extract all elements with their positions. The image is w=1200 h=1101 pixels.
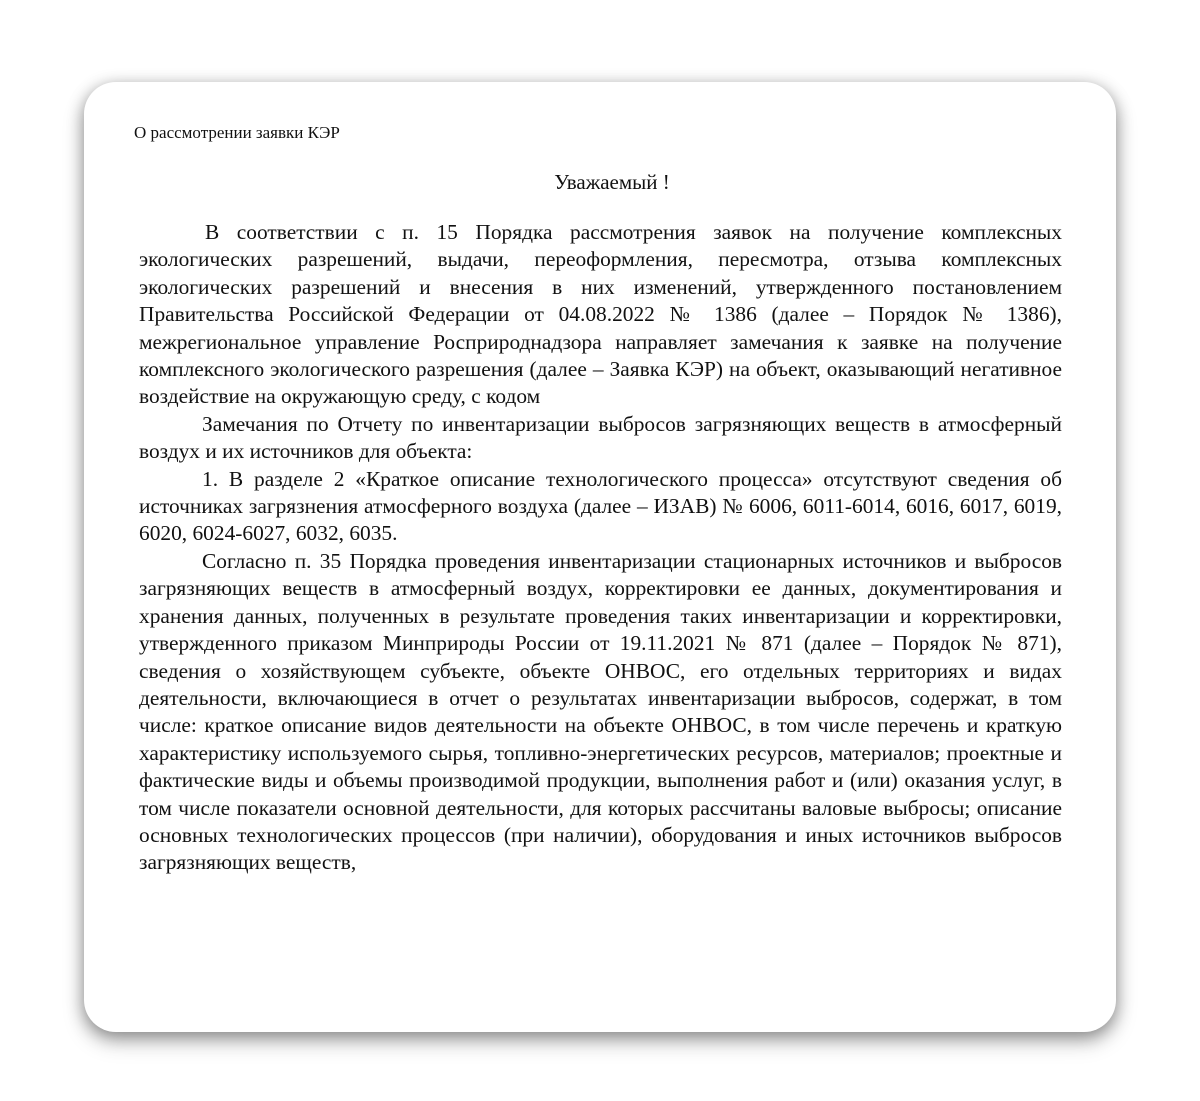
subject-line: О рассмотрении заявки КЭР	[134, 123, 340, 142]
document-page	[84, 82, 1116, 1032]
paragraph-remarks-heading: Замечания по Отчету по инвентаризации выбросов загрязняющих веществ в атмосферный воздух и их источников для объекта:	[139, 411, 1062, 464]
paragraph-intro: В соответствии с п. 15 Порядка рассмотрения заявок на получение комплексных экологических разрешений, выдачи, переоформления, пересмотра, отзыва комплексных экологических разрешений и внесения в них изменений, утвержденного постановлением Правительства Российской Федерации от 04.08.2022 № 1386 (далее – Порядок № 1386), межрегиональное управление Росприроднадзора направляет замечания к заявке на получение комплексного экологического разрешения (далее – Заявка КЭР) на объект, оказывающий негативное воздействие на окружающую среду, с кодом	[139, 220, 1062, 409]
paragraph-remark-1: 1. В разделе 2 «Краткое описание технологического процесса» отсутствуют сведения об источниках загрязнения атмосферного воздуха (далее – ИЗАВ) № 6006, 6011-6014, 6016, 6017, 6019, 6020, 6024-6027, 6032, 6035.	[139, 466, 1062, 546]
document-body	[139, 219, 1062, 877]
paragraph-legal-basis: Согласно п. 35 Порядка проведения инвентаризации стационарных источников и выбросов загрязняющих веществ в атмосферный воздух, корректировки ее данных, документирования и хранения данных, полученных в результате проведения таких инвентаризации и корректировки, утвержденного приказом Минприроды России от 19.11.2021 № 871 (далее – Порядок № 871), сведения о хозяйствующем субъекте, объекте ОНВОС, его отдельных территориях и видах деятельности, включающиеся в отчет о результатах инвентаризации выбросов, содержат, в том числе: краткое описание видов деятельности на объекте ОНВОС, в том числе перечень и краткую характеристику используемого сырья, топливно-энергетических ресурсов, материалов; проектные и фактические виды и объемы производимой продукции, выполнения работ и (или) оказания услуг, в том числе показатели основной деятельности, для которых рассчитаны валовые выбросы; описание основных технологических процессов (при наличии), оборудования и иных источников выбросов загрязняющих веществ,	[139, 548, 1062, 875]
greeting: Уважаемый !	[554, 170, 670, 194]
